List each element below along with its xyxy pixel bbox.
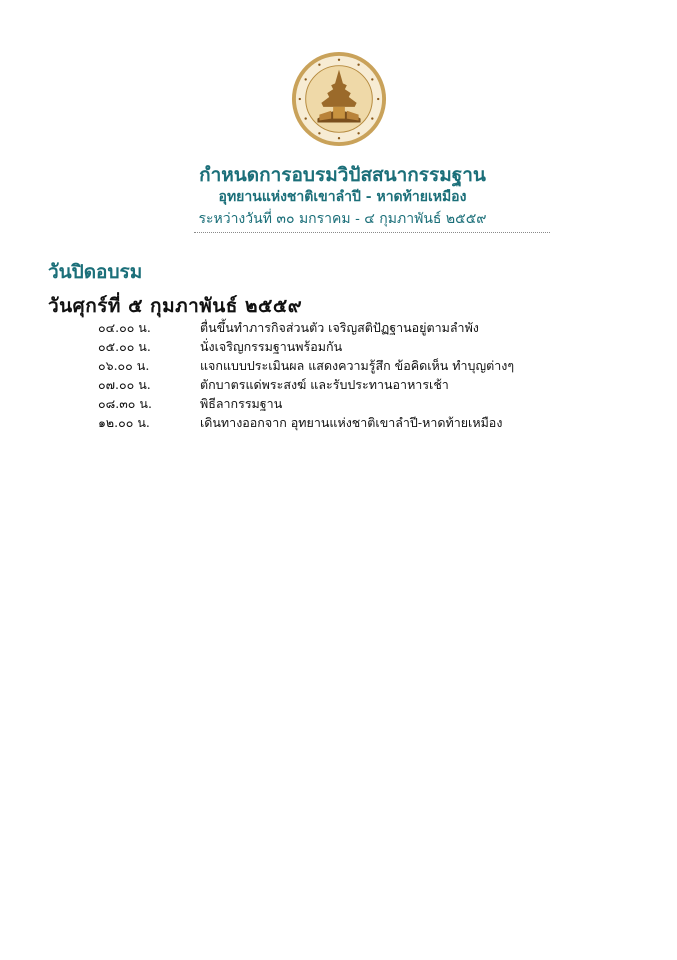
schedule-row: [98, 318, 638, 337]
section-title: วันปิดอบรม: [48, 261, 143, 283]
schedule-time: ๐๕.๐๐ น.: [98, 338, 151, 354]
schedule-time: ๐๗.๐๐ น.: [98, 376, 151, 392]
page-subtitle: อุทยานแห่งชาติเขาลำปี - หาดท้ายเหมือง: [218, 189, 467, 205]
page-title: กำหนดการอบรมวิปัสสนากรรมฐาน: [199, 164, 486, 186]
schedule-time: ๐๘.๓๐ น.: [98, 395, 152, 411]
schedule-activity: ตื่นขึ้นทำภารกิจส่วนตัว เจริญสติปัฏฐานอยู่ตามลำพัง: [200, 319, 479, 335]
schedule-activity: เดินทางออกจาก อุทยานแห่งชาติเขาลำปี-หาดท้ายเหมือง: [200, 414, 503, 430]
schedule-row: [98, 356, 638, 375]
schedule-activity: พิธีลากรรมฐาน: [200, 395, 283, 411]
day-title: วันศุกร์ที่ ๕ กุมภาพันธ์ ๒๕๕๙: [48, 295, 303, 317]
schedule-time: ๐๖.๐๐ น.: [98, 357, 150, 373]
temple-seal-icon: [290, 50, 388, 148]
schedule-time: ๑๒.๐๐ น.: [98, 414, 150, 430]
schedule-row: [98, 337, 638, 356]
schedule-time: ๐๔.๐๐ น.: [98, 319, 151, 335]
schedule-list: [98, 318, 638, 432]
schedule-activity: แจกแบบประเมินผล แสดงความรู้สึก ข้อคิดเห็น ทำบุญต่างๆ: [200, 357, 515, 373]
schedule-activity: นั่งเจริญกรรมฐานพร้อมกัน: [200, 338, 343, 354]
header-divider: [194, 232, 550, 233]
schedule-row: [98, 413, 638, 432]
date-range: ระหว่างวันที่ ๓๐ มกราคม - ๔ กุมภาพันธ์ ๒๕๕๙: [198, 211, 487, 227]
schedule-row: [98, 394, 638, 413]
schedule-row: [98, 375, 638, 394]
schedule-activity: ตักบาตรแด่พระสงฆ์ และรับประทานอาหารเช้า: [200, 376, 449, 392]
